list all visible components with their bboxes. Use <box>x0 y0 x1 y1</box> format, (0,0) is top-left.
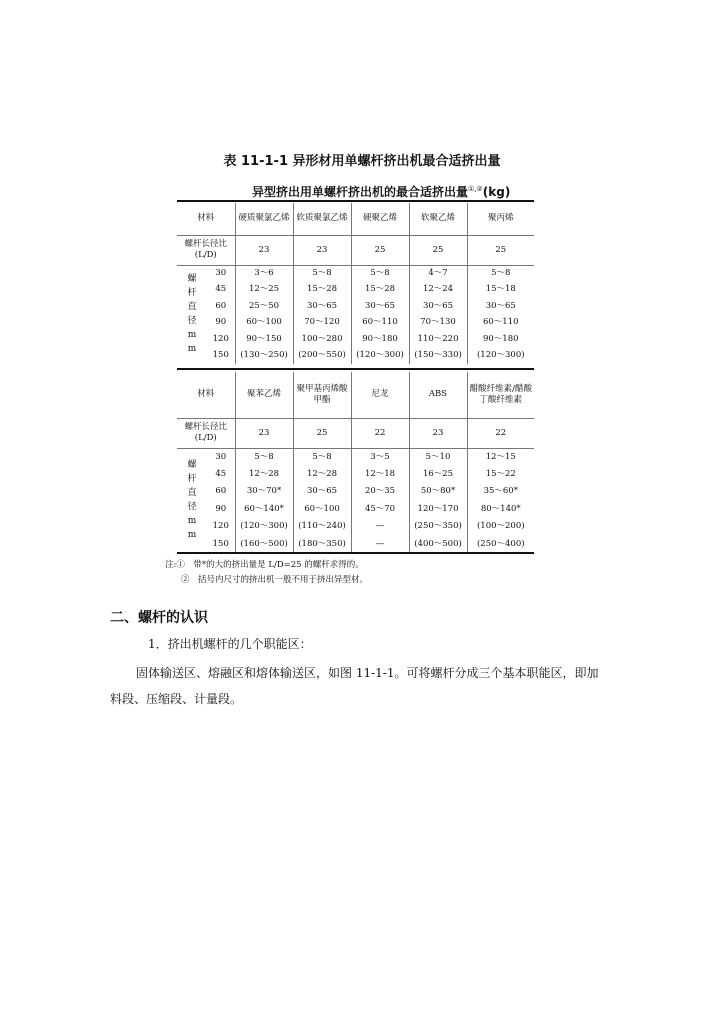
table2-ld-value-3: 22 <box>351 418 409 448</box>
table2-cell: 3～5 <box>351 448 409 466</box>
table2-cell: 12～28 <box>293 466 351 484</box>
table2-cell: 45～70 <box>351 501 409 519</box>
table2-cell: 12～18 <box>351 466 409 484</box>
table2-cell: (250～350) <box>409 518 467 536</box>
table1-top-rule <box>177 200 534 202</box>
table2-material-5: 醋酸纤维素/醋酸丁酸纤维素 <box>467 372 534 418</box>
table1-diameter-label <box>177 265 207 364</box>
table2-cell: 120～170 <box>409 501 467 519</box>
table1-diameter: 90 <box>207 315 235 332</box>
table1-diameter: 60 <box>207 298 235 315</box>
table1-cell: (130～250) <box>235 348 293 365</box>
table1-data-row <box>177 331 534 348</box>
table2-material-1: 聚苯乙烯 <box>235 372 293 418</box>
table2-cell: 15～22 <box>467 466 534 484</box>
table1-ld-row <box>177 235 534 265</box>
table1-material-1: 硬质聚氯乙烯 <box>235 203 293 235</box>
table1-cell: (150～330) <box>409 348 467 365</box>
table2-cell: 5～10 <box>409 448 467 466</box>
table1-cell: 70～120 <box>293 315 351 332</box>
table1-cell: 12～24 <box>409 282 467 299</box>
table2-cell: 5～8 <box>235 448 293 466</box>
table1-cell: 60～110 <box>351 315 409 332</box>
table1-data-row <box>177 315 534 332</box>
table2-cell: 16～25 <box>409 466 467 484</box>
table1-cell: 5～8 <box>351 265 409 282</box>
table1-diameter-label-text: 螺杆直径mm <box>187 274 197 355</box>
table1-diameter: 150 <box>207 348 235 365</box>
table2-cell: 30～70* <box>235 483 293 501</box>
table2-cell: (110～240) <box>293 518 351 536</box>
table2-diameter: 150 <box>207 536 235 554</box>
table1-ld-value-4: 25 <box>409 235 467 265</box>
table1 <box>177 203 534 364</box>
table1-cell: (200～550) <box>293 348 351 365</box>
table1-material-4: 软聚乙烯 <box>409 203 467 235</box>
table2-material-label: 材料 <box>177 372 235 418</box>
table2-cell: 35～60* <box>467 483 534 501</box>
table2-data-row <box>177 536 534 554</box>
table1-ld-label: 螺杆长径比 (L/D) <box>177 235 235 265</box>
table1-material-2: 软质聚氯乙烯 <box>293 203 351 235</box>
table1-cell: 15～28 <box>351 282 409 299</box>
table1-cell: 100～280 <box>293 331 351 348</box>
table2-cell: (160～500) <box>235 536 293 554</box>
table2-cell: 12～15 <box>467 448 534 466</box>
table2-data-row <box>177 518 534 536</box>
table1-cell: 12～25 <box>235 282 293 299</box>
table1-cell: (120～300) <box>351 348 409 365</box>
table2-cell: (250～400) <box>467 536 534 554</box>
table2-diameter-label <box>177 448 207 553</box>
table1-cell: 60～100 <box>235 315 293 332</box>
table2-cell: (180～350) <box>293 536 351 554</box>
note-2: ② 括号内尺寸的挤出机一般不用于挤出异型材。 <box>181 575 369 585</box>
table2-ld-value-2: 25 <box>293 418 351 448</box>
table1-cell: 15～18 <box>467 282 534 299</box>
table1-cell: 60～110 <box>467 315 534 332</box>
table1-cell: 30～65 <box>409 298 467 315</box>
table1-cell: 30～65 <box>293 298 351 315</box>
table1-material-5: 聚丙烯 <box>467 203 534 235</box>
table1-ld-value-5: 25 <box>467 235 534 265</box>
table1-data-row <box>177 348 534 365</box>
table1-cell: 5～8 <box>293 265 351 282</box>
table2-cell: (400～500) <box>409 536 467 554</box>
subcaption-unit: (kg) <box>482 185 511 199</box>
table2-bottom-rule <box>177 552 534 554</box>
table2-cell: 5～8 <box>293 448 351 466</box>
table1-cell: 3～6 <box>235 265 293 282</box>
table1-data-row <box>177 282 534 299</box>
table2-ld-label: 螺杆长径比 (L/D) <box>177 418 235 448</box>
table2 <box>177 372 534 553</box>
table2-data-row <box>177 448 534 466</box>
table2-data-row <box>177 466 534 484</box>
table1-cell: 15～28 <box>293 282 351 299</box>
table2-cell: (120～300) <box>235 518 293 536</box>
table2-cell: 60～100 <box>293 501 351 519</box>
item-1: 1．挤出机螺杆的几个职能区： <box>148 637 312 651</box>
table2-data-row <box>177 483 534 501</box>
table1-header-row <box>177 203 534 235</box>
table2-diameter: 90 <box>207 501 235 519</box>
table2-ld-value-5: 22 <box>467 418 534 448</box>
table2-cell: 80～140* <box>467 501 534 519</box>
subcaption-text: 异型挤出用单螺杆挤出机的最合适挤出量 <box>252 185 469 199</box>
table2-cell: — <box>351 518 409 536</box>
table2-ld-row <box>177 418 534 448</box>
table2-cell: 50～80* <box>409 483 467 501</box>
paragraph-line-1: 固体输送区、熔融区和熔体输送区，如图 11-1-1。可将螺杆分成三个基本职能区，即加 <box>136 666 599 680</box>
table1-ld-value-2: 23 <box>293 235 351 265</box>
table2-material-3: 尼龙 <box>351 372 409 418</box>
table2-diameter-label-text: 螺杆直径mm <box>187 460 197 541</box>
table2-diameter: 120 <box>207 518 235 536</box>
table2-header-row <box>177 372 534 418</box>
table-caption: 表 11-1-1 异形材用单螺杆挤出机最合适挤出量 <box>223 154 501 169</box>
table1-cell: 25～50 <box>235 298 293 315</box>
table2-cell: 20～35 <box>351 483 409 501</box>
table2-cell: 30～65 <box>293 483 351 501</box>
table1-data-row <box>177 265 534 282</box>
table2-diameter: 45 <box>207 466 235 484</box>
table1-ld-value-3: 25 <box>351 235 409 265</box>
table1-cell: 30～65 <box>351 298 409 315</box>
table1-bottom-rule <box>177 368 534 370</box>
subcaption-footnote-marks: ①,② <box>468 185 483 193</box>
table1-cell: 90～180 <box>351 331 409 348</box>
section-heading: 二、螺杆的认识 <box>110 610 208 626</box>
table1-material-3: 硬聚乙烯 <box>351 203 409 235</box>
table1-cell: 30～65 <box>467 298 534 315</box>
note-1: 注:① 带*的大的挤出量是 L/D=25 的螺杆求得的。 <box>165 560 364 570</box>
table1-material-label: 材料 <box>177 203 235 235</box>
table2-data-row <box>177 501 534 519</box>
table2-material-4: ABS <box>409 372 467 418</box>
table1-diameter: 120 <box>207 331 235 348</box>
table2-cell: — <box>351 536 409 554</box>
table1-cell: 5～8 <box>467 265 534 282</box>
table1-ld-value-1: 23 <box>235 235 293 265</box>
table1-diameter: 30 <box>207 265 235 282</box>
table2-diameter: 30 <box>207 448 235 466</box>
table1-cell: 90～180 <box>467 331 534 348</box>
table1-data-row <box>177 298 534 315</box>
table1-cell: 4～7 <box>409 265 467 282</box>
table2-cell: 60～140* <box>235 501 293 519</box>
table2-material-2: 聚甲基丙烯酸甲酯 <box>293 372 351 418</box>
table1-cell: 70～130 <box>409 315 467 332</box>
paragraph-line-2: 料段、压缩段、计量段。 <box>110 692 243 706</box>
table2-cell: (100～200) <box>467 518 534 536</box>
table1-cell: 90～150 <box>235 331 293 348</box>
table2-cell: 12～28 <box>235 466 293 484</box>
table1-diameter: 45 <box>207 282 235 299</box>
table1-cell: 110～220 <box>409 331 467 348</box>
table2-ld-value-4: 23 <box>409 418 467 448</box>
table-subcaption <box>252 183 510 200</box>
table1-cell: (120～300) <box>467 348 534 365</box>
table-notes <box>165 558 368 588</box>
table2-ld-value-1: 23 <box>235 418 293 448</box>
table2-diameter: 60 <box>207 483 235 501</box>
